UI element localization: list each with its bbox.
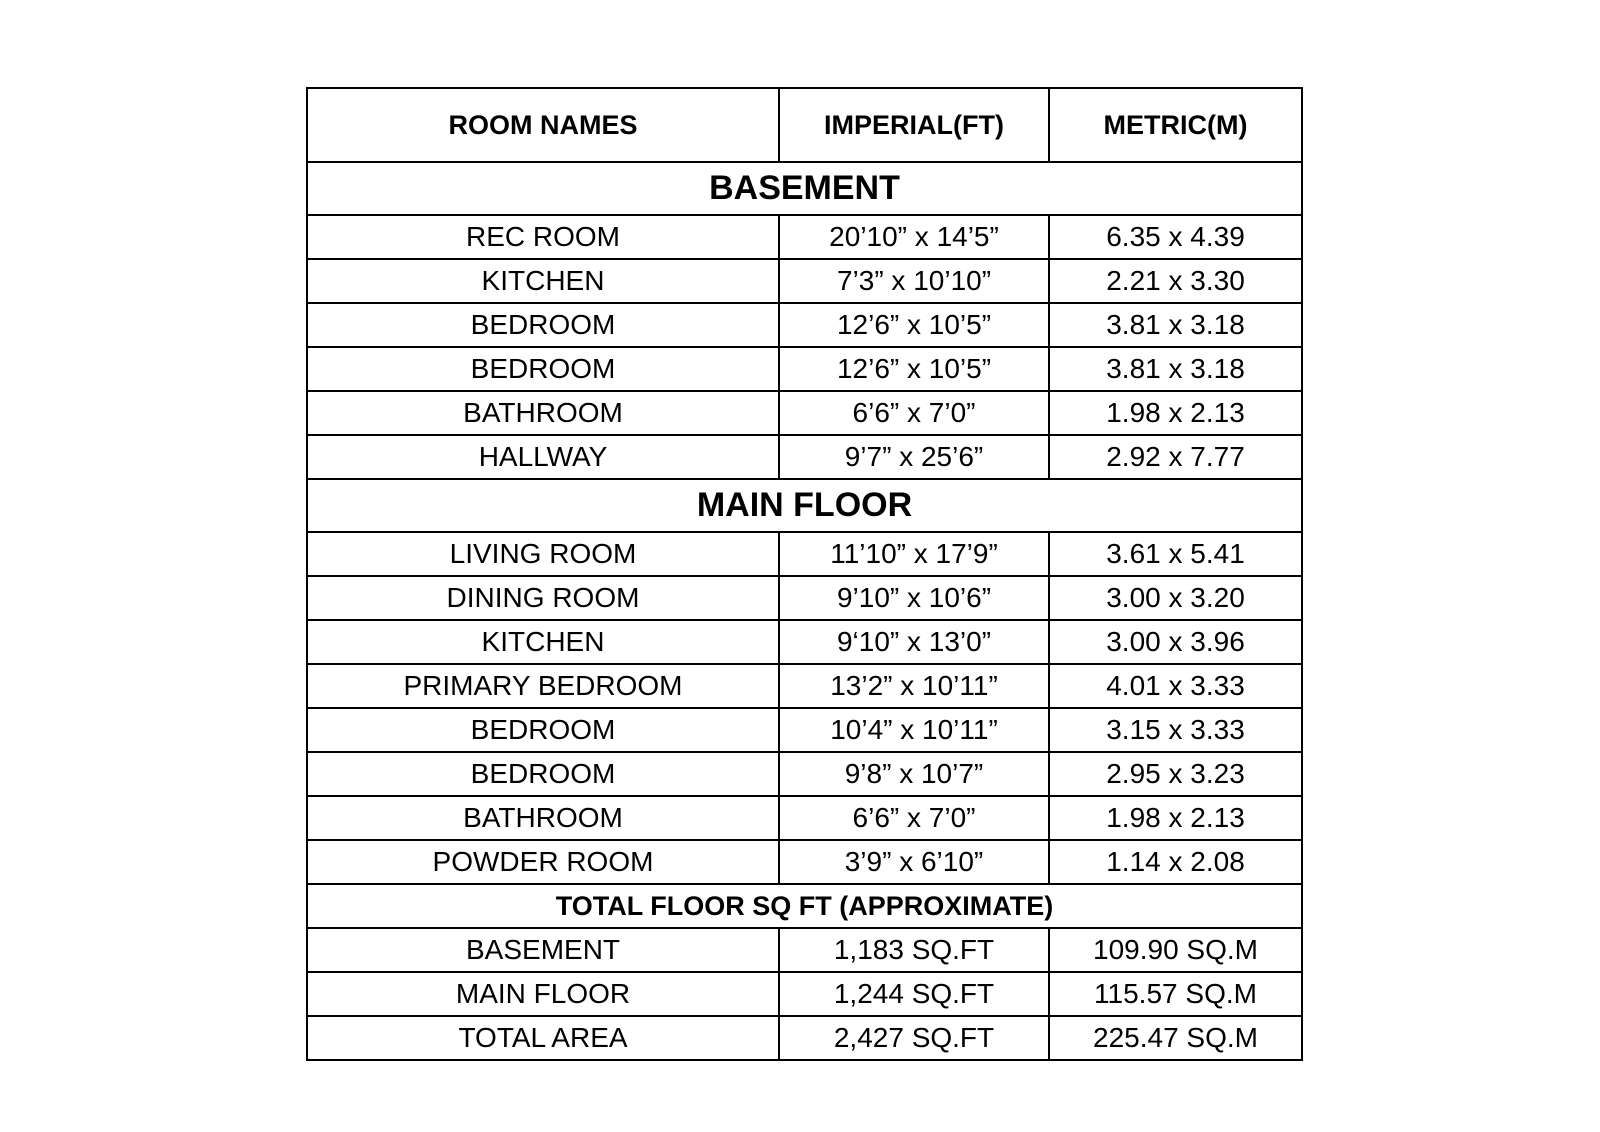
table-row	[307, 391, 1302, 435]
metric-dimension: 2.92 x 7.77	[1049, 435, 1302, 479]
area-imperial: 1,244 SQ.FT	[779, 972, 1049, 1016]
imperial-dimension: 9‘10” x 13’0”	[779, 620, 1049, 664]
section-title: TOTAL FLOOR SQ FT (APPROXIMATE)	[307, 884, 1302, 928]
metric-dimension: 3.15 x 3.33	[1049, 708, 1302, 752]
section-title: BASEMENT	[307, 162, 1302, 215]
area-imperial: 2,427 SQ.FT	[779, 1016, 1049, 1060]
table-row	[307, 576, 1302, 620]
table-row	[307, 435, 1302, 479]
header-imperial: IMPERIAL(FT)	[779, 88, 1049, 162]
metric-dimension: 3.00 x 3.96	[1049, 620, 1302, 664]
room-name: KITCHEN	[307, 259, 779, 303]
section-totals	[307, 884, 1302, 928]
metric-dimension: 6.35 x 4.39	[1049, 215, 1302, 259]
room-name: REC ROOM	[307, 215, 779, 259]
room-name: BEDROOM	[307, 303, 779, 347]
metric-dimension: 2.21 x 3.30	[1049, 259, 1302, 303]
header-metric: METRIC(M)	[1049, 88, 1302, 162]
room-name: BEDROOM	[307, 708, 779, 752]
room-name: POWDER ROOM	[307, 840, 779, 884]
section-main-floor	[307, 479, 1302, 532]
metric-dimension: 1.98 x 2.13	[1049, 796, 1302, 840]
metric-dimension: 3.81 x 3.18	[1049, 303, 1302, 347]
table-row	[307, 708, 1302, 752]
room-name: DINING ROOM	[307, 576, 779, 620]
table-row	[307, 928, 1302, 972]
metric-dimension: 1.14 x 2.08	[1049, 840, 1302, 884]
room-dimensions-table	[306, 87, 1303, 1061]
table-row	[307, 664, 1302, 708]
area-name: TOTAL AREA	[307, 1016, 779, 1060]
section-basement	[307, 162, 1302, 215]
imperial-dimension: 9’7” x 25’6”	[779, 435, 1049, 479]
table-row	[307, 752, 1302, 796]
table-row	[307, 620, 1302, 664]
imperial-dimension: 20’10” x 14’5”	[779, 215, 1049, 259]
room-name: LIVING ROOM	[307, 532, 779, 576]
section-title: MAIN FLOOR	[307, 479, 1302, 532]
area-metric: 225.47 SQ.M	[1049, 1016, 1302, 1060]
imperial-dimension: 6’6” x 7’0”	[779, 796, 1049, 840]
imperial-dimension: 9’10” x 10’6”	[779, 576, 1049, 620]
area-metric: 109.90 SQ.M	[1049, 928, 1302, 972]
room-name: BEDROOM	[307, 752, 779, 796]
metric-dimension: 2.95 x 3.23	[1049, 752, 1302, 796]
area-name: BASEMENT	[307, 928, 779, 972]
table-header-row	[307, 88, 1302, 162]
room-name: KITCHEN	[307, 620, 779, 664]
metric-dimension: 4.01 x 3.33	[1049, 664, 1302, 708]
metric-dimension: 3.00 x 3.20	[1049, 576, 1302, 620]
header-room-names: ROOM NAMES	[307, 88, 779, 162]
room-name: BEDROOM	[307, 347, 779, 391]
table-row	[307, 840, 1302, 884]
table-row	[307, 347, 1302, 391]
table-row	[307, 303, 1302, 347]
area-name: MAIN FLOOR	[307, 972, 779, 1016]
table-row	[307, 1016, 1302, 1060]
table-row	[307, 215, 1302, 259]
table-row	[307, 796, 1302, 840]
imperial-dimension: 12’6” x 10’5”	[779, 347, 1049, 391]
room-name: BATHROOM	[307, 391, 779, 435]
imperial-dimension: 6’6” x 7’0”	[779, 391, 1049, 435]
area-metric: 115.57 SQ.M	[1049, 972, 1302, 1016]
table-row	[307, 972, 1302, 1016]
room-name: PRIMARY BEDROOM	[307, 664, 779, 708]
imperial-dimension: 13’2” x 10’11”	[779, 664, 1049, 708]
table-row	[307, 259, 1302, 303]
imperial-dimension: 3’9” x 6’10”	[779, 840, 1049, 884]
imperial-dimension: 9’8” x 10’7”	[779, 752, 1049, 796]
imperial-dimension: 11’10” x 17’9”	[779, 532, 1049, 576]
table-row	[307, 532, 1302, 576]
metric-dimension: 3.81 x 3.18	[1049, 347, 1302, 391]
imperial-dimension: 12’6” x 10’5”	[779, 303, 1049, 347]
room-name: BATHROOM	[307, 796, 779, 840]
metric-dimension: 1.98 x 2.13	[1049, 391, 1302, 435]
room-name: HALLWAY	[307, 435, 779, 479]
area-imperial: 1,183 SQ.FT	[779, 928, 1049, 972]
imperial-dimension: 7’3” x 10’10”	[779, 259, 1049, 303]
metric-dimension: 3.61 x 5.41	[1049, 532, 1302, 576]
imperial-dimension: 10’4” x 10’11”	[779, 708, 1049, 752]
